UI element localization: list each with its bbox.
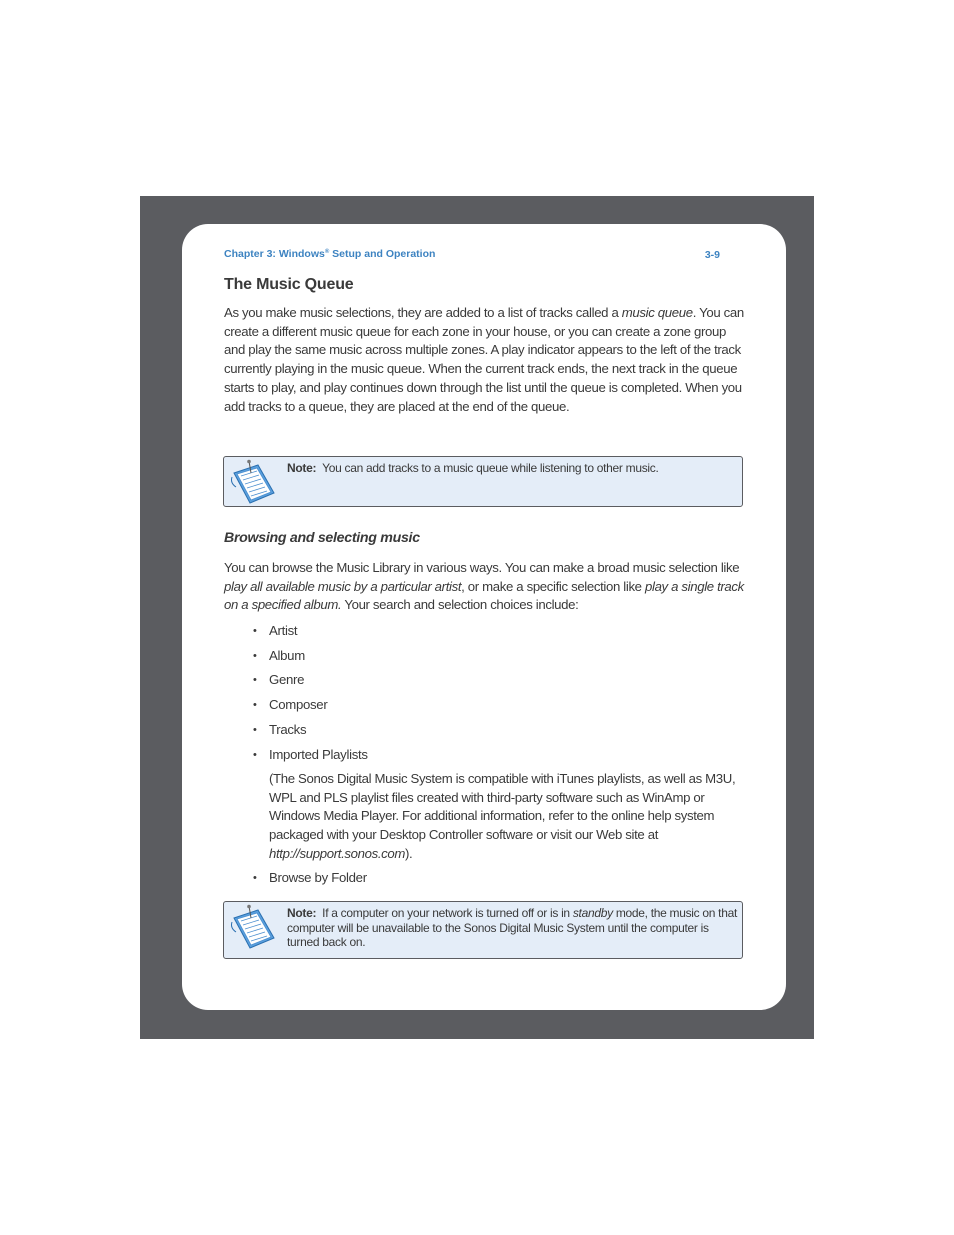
section-title: The Music Queue	[224, 276, 354, 293]
support-link[interactable]: http://support.sonos.com	[269, 845, 406, 861]
subsection-title: Browsing and selecting music	[224, 530, 420, 546]
note-box	[223, 901, 743, 959]
note-text: Note: You can add tracks to a music queue while listening to other music.	[287, 461, 659, 475]
playlist-description: (The Sonos Digital Music System is compatible with iTunes playlists, as well as M3U, WPL and PLS playlist files created with third-party software such as WinAmp or Windows Media Player. For additional information, refer to the online help system packaged with your Desktop Controller software or visit our Web site at http://support.sonos.com).	[269, 771, 736, 861]
chapter-title: Chapter 3: Windows® Setup and Operation	[224, 248, 436, 260]
note-box	[223, 456, 743, 507]
page-number: 3-9	[704, 249, 720, 261]
document-page: Chapter 3: Windows® Setup and Operation 3-9 The Music Queue As you make music selections, they are added to a list of tracks called a music queue. You can create a different music queue for each zone in your house, or you can create a zone group and play the same music across multiple zones. A play indicator appears to the left of the track currently playing in the music queue. When the current track ends, the next track in the queue starts to play, and play continues down through the list until the queue is completed. When you add tracks to a queue, they are placed at the end of the queue. Note: You can add tracks to a music queue while listening to other music. Browsing and selecting music You can browse the Music Library in various ways. You can make a broad music selection like play all available music by a particular artist, or make a specific selection like play a single track on a specified album. Your search and selection choices include: • Artist • Album • Genre • Composer • Tracks • Imported Playlists • Browse by Folder (The Sonos Digital Music System is compatible with iTunes playlists, as well as M3U, WPL and PLS playlist files created with third-party software such as WinAmp or Windows Media Player. For additional information, refer to the online help system packaged with your Desktop Controller software or visit our Web site at http://support.sonos.com). Note: If a computer on your network is turned off or is in standby mode, the music on that computer will be unavailable to the Sonos Digital Music System until the computer is turned back on.	[182, 224, 786, 1010]
intro-paragraph: As you make music selections, they are added to a list of tracks called a music queue. You can create a different music queue for each zone in your house, or you can create a zone group and play the same music across multiple zones. A play indicator appears to the left of the track currently playing in the music queue. When the current track ends, the next track in the queue starts to play, and play continues down through the list until the queue is completed. When you add tracks to a queue, they are placed at the end of the queue.	[224, 305, 744, 414]
note-paper-icon	[228, 459, 278, 505]
browsing-paragraph: You can browse the Music Library in various ways. You can make a broad music selection like play all available music by a particular artist, or make a specific selection like play a single track on a specified album. Your search and selection choices include:	[224, 560, 744, 613]
note-text: Note: If a computer on your network is turned off or is in standby mode, the music on that computer will be unavailable to the Sonos Digital Music System until the computer is turned back on.	[287, 906, 737, 949]
note-paper-icon	[228, 904, 278, 950]
